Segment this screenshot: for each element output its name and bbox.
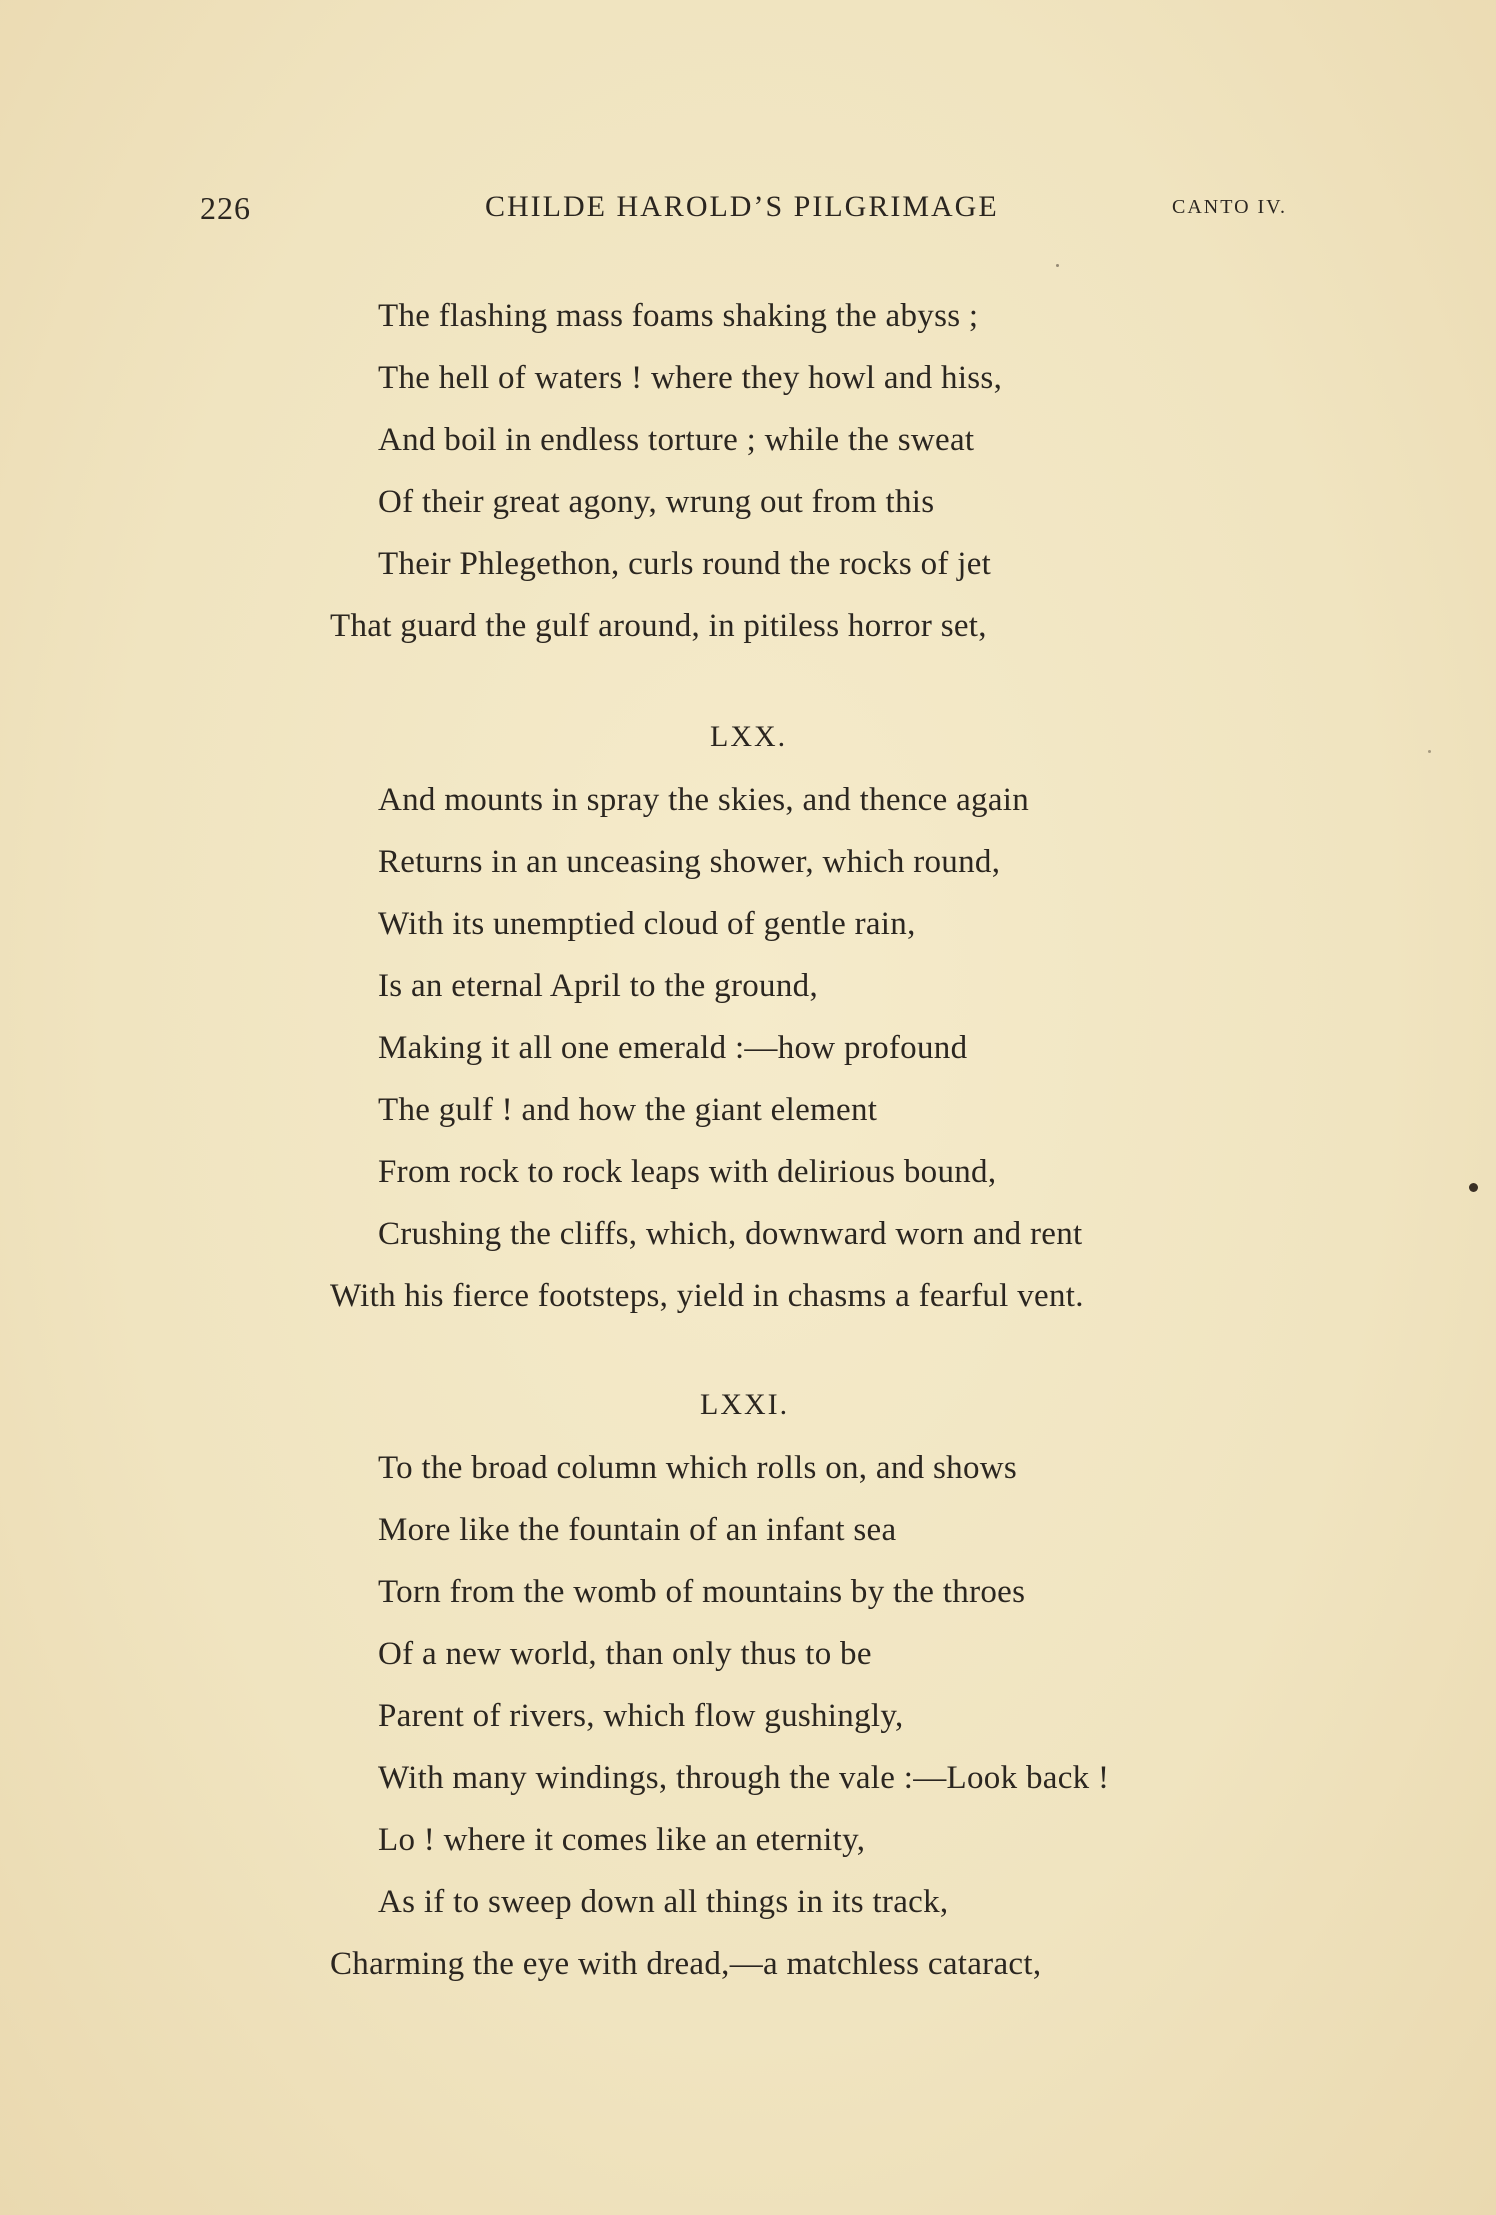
verse-line: Torn from the womb of mountains by the throes	[378, 1574, 1026, 1610]
verse-line: That guard the gulf around, in pitiless horror set,	[330, 608, 987, 644]
stanza-numeral: LXX.	[710, 720, 788, 753]
verse-line: More like the fountain of an infant sea	[378, 1512, 897, 1548]
verse-line: With many windings, through the vale :—Look back !	[378, 1760, 1110, 1796]
verse-line: Of their great agony, wrung out from this	[378, 484, 935, 520]
canto-label: CANTO IV.	[1172, 196, 1288, 218]
running-title: CHILDE HAROLD’S PILGRIMAGE	[485, 190, 999, 223]
verse-line: With his fierce footsteps, yield in chasms a fearful vent.	[330, 1278, 1084, 1314]
verse-line: Returns in an unceasing shower, which round,	[378, 844, 1001, 880]
verse-line: Is an eternal April to the ground,	[378, 968, 819, 1004]
verse-line: As if to sweep down all things in its track,	[378, 1884, 949, 1920]
verse-line: Charming the eye with dread,—a matchless cataract,	[330, 1946, 1042, 1982]
verse-line: The gulf ! and how the giant element	[378, 1092, 878, 1128]
paper-speck	[1056, 264, 1059, 267]
verse-line: To the broad column which rolls on, and shows	[378, 1450, 1018, 1486]
paper-speck	[1469, 1183, 1478, 1192]
verse-line: Their Phlegethon, curls round the rocks of jet	[378, 546, 992, 582]
verse-line: Lo ! where it comes like an eternity,	[378, 1822, 866, 1858]
verse-line: Parent of rivers, which flow gushingly,	[378, 1698, 904, 1734]
verse-line: Of a new world, than only thus to be	[378, 1636, 872, 1672]
verse-line: Making it all one emerald :—how profound	[378, 1030, 968, 1066]
verse-line: The hell of waters ! where they howl and hiss,	[378, 360, 1003, 396]
verse-line: Crushing the cliffs, which, downward worn and rent	[378, 1216, 1083, 1252]
stanza-numeral: LXXI.	[700, 1388, 790, 1421]
verse-line: The flashing mass foams shaking the abyss ;	[378, 298, 979, 334]
paper-speck	[1428, 750, 1431, 753]
verse-line: And boil in endless torture ; while the sweat	[378, 422, 975, 458]
verse-line: From rock to rock leaps with delirious bound,	[378, 1154, 997, 1190]
page-number: 226	[200, 190, 251, 226]
verse-line: With its unemptied cloud of gentle rain,	[378, 906, 916, 942]
verse-line: And mounts in spray the skies, and thence again	[378, 782, 1030, 818]
page-header	[0, 190, 1496, 230]
